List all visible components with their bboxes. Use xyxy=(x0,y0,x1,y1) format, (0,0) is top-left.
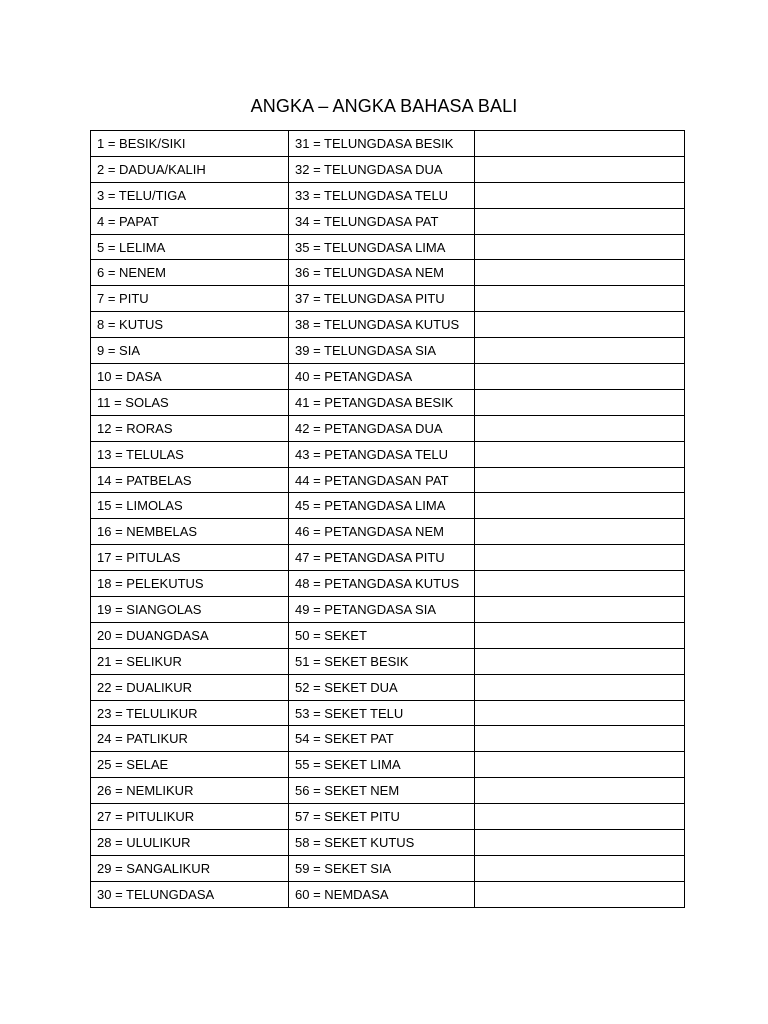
number-cell-31-60: 35 = TELUNGDASA LIMA xyxy=(289,234,475,260)
number-cell-31-60: 34 = TELUNGDASA PAT xyxy=(289,208,475,234)
empty-cell xyxy=(475,597,685,623)
table-row xyxy=(91,597,685,623)
number-cell-31-60: 53 = SEKET TELU xyxy=(289,700,475,726)
empty-cell xyxy=(475,804,685,830)
number-cell-1-30: 16 = NEMBELAS xyxy=(91,519,289,545)
empty-cell xyxy=(475,156,685,182)
empty-cell xyxy=(475,260,685,286)
number-cell-1-30: 14 = PATBELAS xyxy=(91,467,289,493)
empty-cell xyxy=(475,467,685,493)
table-row xyxy=(91,804,685,830)
numbers-table xyxy=(90,130,685,908)
table-row xyxy=(91,674,685,700)
table-row xyxy=(91,286,685,312)
number-cell-31-60: 33 = TELUNGDASA TELU xyxy=(289,182,475,208)
table-row xyxy=(91,208,685,234)
number-cell-31-60: 37 = TELUNGDASA PITU xyxy=(289,286,475,312)
table-row xyxy=(91,467,685,493)
number-cell-31-60: 41 = PETANGDASA BESIK xyxy=(289,389,475,415)
number-cell-1-30: 26 = NEMLIKUR xyxy=(91,778,289,804)
empty-cell xyxy=(475,545,685,571)
number-cell-31-60: 39 = TELUNGDASA SIA xyxy=(289,338,475,364)
number-cell-1-30: 18 = PELEKUTUS xyxy=(91,571,289,597)
number-cell-1-30: 5 = LELIMA xyxy=(91,234,289,260)
number-cell-1-30: 13 = TELULAS xyxy=(91,441,289,467)
number-cell-31-60: 58 = SEKET KUTUS xyxy=(289,830,475,856)
table-row xyxy=(91,752,685,778)
number-cell-31-60: 55 = SEKET LIMA xyxy=(289,752,475,778)
empty-cell xyxy=(475,830,685,856)
empty-cell xyxy=(475,182,685,208)
number-cell-1-30: 9 = SIA xyxy=(91,338,289,364)
table-row xyxy=(91,493,685,519)
number-cell-1-30: 8 = KUTUS xyxy=(91,312,289,338)
table-row xyxy=(91,364,685,390)
number-cell-31-60: 49 = PETANGDASA SIA xyxy=(289,597,475,623)
empty-cell xyxy=(475,881,685,907)
empty-cell xyxy=(475,622,685,648)
table-row xyxy=(91,830,685,856)
table-row xyxy=(91,519,685,545)
table-row xyxy=(91,182,685,208)
number-cell-1-30: 17 = PITULAS xyxy=(91,545,289,571)
empty-cell xyxy=(475,726,685,752)
number-cell-31-60: 50 = SEKET xyxy=(289,622,475,648)
table-row xyxy=(91,726,685,752)
number-cell-1-30: 10 = DASA xyxy=(91,364,289,390)
number-cell-31-60: 59 = SEKET SIA xyxy=(289,855,475,881)
table-row xyxy=(91,648,685,674)
table-row xyxy=(91,389,685,415)
number-cell-31-60: 60 = NEMDASA xyxy=(289,881,475,907)
number-cell-1-30: 6 = NENEM xyxy=(91,260,289,286)
number-cell-1-30: 30 = TELUNGDASA xyxy=(91,881,289,907)
number-cell-1-30: 19 = SIANGOLAS xyxy=(91,597,289,623)
empty-cell xyxy=(475,752,685,778)
number-cell-1-30: 20 = DUANGDASA xyxy=(91,622,289,648)
table-row xyxy=(91,778,685,804)
number-cell-1-30: 4 = PAPAT xyxy=(91,208,289,234)
table-row xyxy=(91,338,685,364)
table-row xyxy=(91,700,685,726)
number-cell-1-30: 22 = DUALIKUR xyxy=(91,674,289,700)
table-row xyxy=(91,131,685,157)
number-cell-1-30: 12 = RORAS xyxy=(91,415,289,441)
empty-cell xyxy=(475,286,685,312)
table-row xyxy=(91,571,685,597)
number-cell-1-30: 2 = DADUA/KALIH xyxy=(91,156,289,182)
empty-cell xyxy=(475,389,685,415)
empty-cell xyxy=(475,338,685,364)
empty-cell xyxy=(475,234,685,260)
empty-cell xyxy=(475,571,685,597)
number-cell-31-60: 46 = PETANGDASA NEM xyxy=(289,519,475,545)
numbers-table-body xyxy=(91,131,685,908)
empty-cell xyxy=(475,364,685,390)
empty-cell xyxy=(475,700,685,726)
number-cell-31-60: 57 = SEKET PITU xyxy=(289,804,475,830)
table-row xyxy=(91,234,685,260)
empty-cell xyxy=(475,131,685,157)
number-cell-31-60: 51 = SEKET BESIK xyxy=(289,648,475,674)
empty-cell xyxy=(475,312,685,338)
empty-cell xyxy=(475,855,685,881)
number-cell-31-60: 42 = PETANGDASA DUA xyxy=(289,415,475,441)
empty-cell xyxy=(475,208,685,234)
empty-cell xyxy=(475,493,685,519)
empty-cell xyxy=(475,778,685,804)
table-row xyxy=(91,415,685,441)
number-cell-1-30: 27 = PITULIKUR xyxy=(91,804,289,830)
number-cell-1-30: 28 = ULULIKUR xyxy=(91,830,289,856)
number-cell-31-60: 47 = PETANGDASA PITU xyxy=(289,545,475,571)
number-cell-31-60: 54 = SEKET PAT xyxy=(289,726,475,752)
number-cell-1-30: 29 = SANGALIKUR xyxy=(91,855,289,881)
empty-cell xyxy=(475,441,685,467)
table-row xyxy=(91,622,685,648)
number-cell-1-30: 3 = TELU/TIGA xyxy=(91,182,289,208)
number-cell-1-30: 24 = PATLIKUR xyxy=(91,726,289,752)
empty-cell xyxy=(475,415,685,441)
number-cell-31-60: 31 = TELUNGDASA BESIK xyxy=(289,131,475,157)
number-cell-31-60: 45 = PETANGDASA LIMA xyxy=(289,493,475,519)
number-cell-31-60: 40 = PETANGDASA xyxy=(289,364,475,390)
number-cell-1-30: 1 = BESIK/SIKI xyxy=(91,131,289,157)
number-cell-31-60: 43 = PETANGDASA TELU xyxy=(289,441,475,467)
number-cell-31-60: 48 = PETANGDASA KUTUS xyxy=(289,571,475,597)
number-cell-1-30: 7 = PITU xyxy=(91,286,289,312)
number-cell-1-30: 23 = TELULIKUR xyxy=(91,700,289,726)
number-cell-31-60: 52 = SEKET DUA xyxy=(289,674,475,700)
number-cell-1-30: 15 = LIMOLAS xyxy=(91,493,289,519)
number-cell-1-30: 25 = SELAE xyxy=(91,752,289,778)
empty-cell xyxy=(475,648,685,674)
empty-cell xyxy=(475,674,685,700)
table-row xyxy=(91,441,685,467)
number-cell-31-60: 32 = TELUNGDASA DUA xyxy=(289,156,475,182)
table-row xyxy=(91,260,685,286)
table-row xyxy=(91,156,685,182)
number-cell-31-60: 44 = PETANGDASAN PAT xyxy=(289,467,475,493)
number-cell-31-60: 56 = SEKET NEM xyxy=(289,778,475,804)
table-row xyxy=(91,312,685,338)
empty-cell xyxy=(475,519,685,545)
number-cell-31-60: 38 = TELUNGDASA KUTUS xyxy=(289,312,475,338)
number-cell-1-30: 21 = SELIKUR xyxy=(91,648,289,674)
number-cell-31-60: 36 = TELUNGDASA NEM xyxy=(289,260,475,286)
table-row xyxy=(91,855,685,881)
number-cell-1-30: 11 = SOLAS xyxy=(91,389,289,415)
page-title: ANGKA – ANGKA BAHASA BALI xyxy=(250,96,518,116)
table-row xyxy=(91,545,685,571)
table-row xyxy=(91,881,685,907)
